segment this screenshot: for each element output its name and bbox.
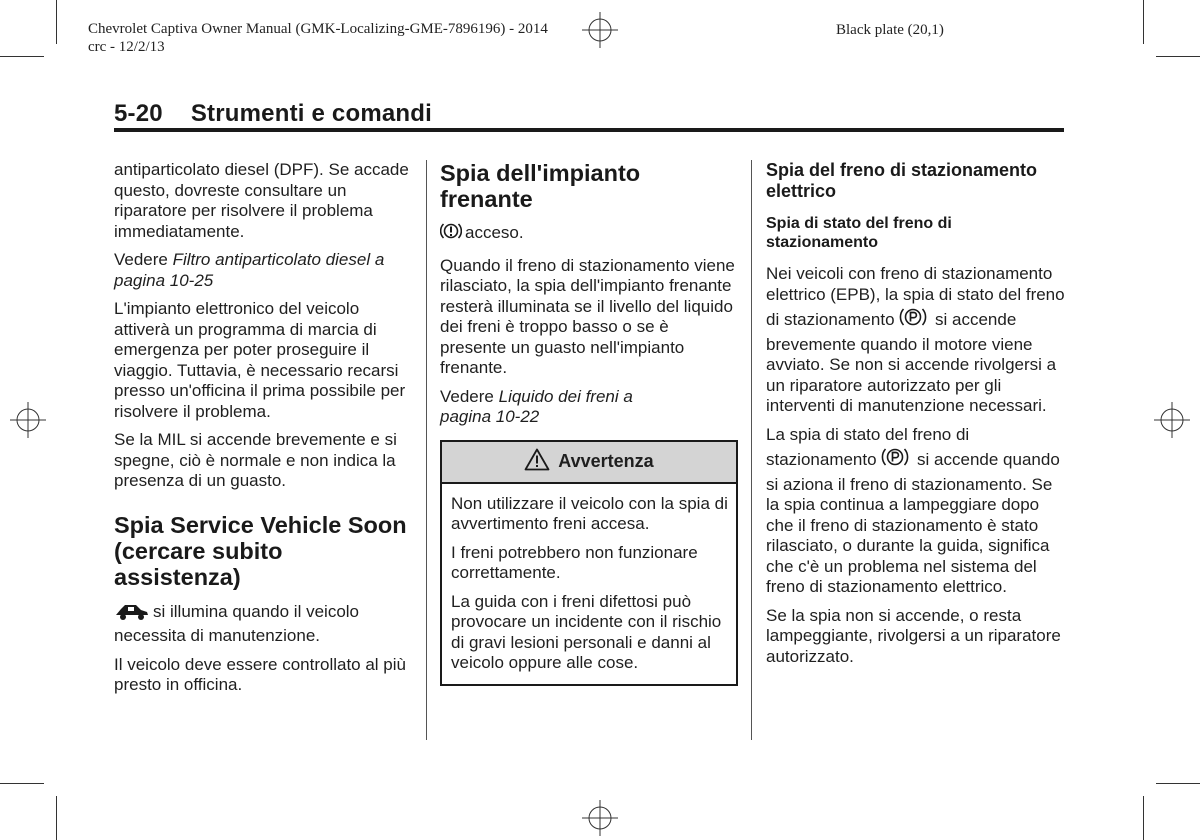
subheading-parking-brake-status: Spia di stato del freno di stazionamento <box>766 215 952 251</box>
paragraph: La guida con i freni difettosi può provocare un incidente con il rischio di gravi lesioni personali e danni al veicolo oppure alle cose. <box>451 591 722 672</box>
header-rule <box>114 128 1064 132</box>
paragraph: Il veicolo deve essere controllato al più presto in officina. <box>114 654 406 694</box>
paragraph: Quando il freno di stazionamento viene rilasciato, la spia dell'impianto frenante resterà illuminata se il livello del liquido dei freni è troppo basso o se è presente un guasto nell'impianto frenante. <box>440 255 735 377</box>
cross-reference-link[interactable]: pagina 10-22 <box>440 407 540 426</box>
paragraph: Se la MIL si accende brevemente e si spegne, ciò è normale e non indica la presenza di un guasto. <box>114 430 397 490</box>
see-prefix: Vedere <box>440 386 499 406</box>
warning-triangle-icon <box>524 448 550 476</box>
crop-mark <box>1143 0 1144 44</box>
paragraph: Se la spia non si accende, o resta lampeggiante, rivolgersi a un riparatore autorizzato. <box>766 605 1061 666</box>
print-header-line2: crc - 12/2/13 <box>88 39 165 55</box>
paragraph-text: si accende quando si aziona il freno di stazionamento. Se la spia continua a lampeggiare dopo che il freno di stazionamento è stato rilasciato, o durante la guida, significa che c'è un problema nel sistema del freno di stazionamento elettrico. <box>766 450 1060 596</box>
heading-brake-system: Spia dell'impianto frenante <box>440 160 641 212</box>
paragraph-text: si accende brevemente quando il motore viene avviato. Se non si accende rivolgersi a un riparatore autorizzato per gli interventi di manutenzione necessari. <box>766 310 1057 415</box>
column-2 <box>440 160 738 686</box>
section-header <box>114 100 432 128</box>
column-1 <box>114 160 410 704</box>
parking-brake-icon <box>899 305 927 335</box>
crop-mark <box>56 796 57 840</box>
crop-mark <box>0 56 44 57</box>
registration-mark-icon <box>1154 402 1190 438</box>
cross-reference-link[interactable]: Filtro antiparticolato diesel a pagina 10-25 <box>114 250 385 290</box>
cross-reference-link[interactable]: Liquido dei freni a <box>498 386 633 406</box>
paragraph-text: La spia di stato del freno di stazionamento <box>766 424 970 469</box>
paragraph: antiparticolato diesel (DPF). Se accade questo, dovreste consultare un riparatore per risolvere il problema immediatamente. <box>114 160 409 241</box>
heading-electric-parking-brake: Spia del freno di stazionamento elettrico <box>766 160 1038 201</box>
warning-title: Avvertenza <box>558 451 654 472</box>
warning-box <box>440 440 738 686</box>
warning-body <box>442 484 736 684</box>
column-divider <box>426 160 427 740</box>
paragraph-text: Nei veicoli con freno di stazionamento elettrico (EPB), la spia di stato del freno di stazionamento <box>766 264 1065 329</box>
see-prefix: Vedere <box>114 250 173 269</box>
registration-mark-icon <box>582 12 618 48</box>
paragraph <box>114 602 410 647</box>
page-number: 5-20 <box>114 100 163 127</box>
paragraph: I freni potrebbero non funzionare correttamente. <box>451 542 698 582</box>
crop-mark <box>1156 783 1200 784</box>
brake-warning-icon <box>440 220 462 248</box>
service-vehicle-icon <box>114 603 150 627</box>
heading-service-vehicle: Spia Service Vehicle Soon (cercare subito assistenza) <box>114 511 407 590</box>
print-header <box>88 20 548 56</box>
section-title: Strumenti e comandi <box>190 100 433 127</box>
paragraph <box>440 220 738 248</box>
registration-mark-icon <box>10 402 46 438</box>
paragraph: L'impianto elettronico del veicolo attiverà un programma di marcia di emergenza per poter proseguire il viaggio. Tuttavia, è necessario recarsi presso un'officina il prima possibile per risolvere il problema. <box>114 299 406 421</box>
parking-brake-icon <box>881 445 909 475</box>
registration-mark-icon <box>582 800 618 836</box>
plate-label: Black plate (20,1) <box>836 22 944 38</box>
print-header-line1: Chevrolet Captiva Owner Manual (GMK-Localizing-GME-7896196) - 2014 <box>88 21 548 37</box>
brake-status: acceso. <box>465 223 524 242</box>
crop-mark <box>56 0 57 44</box>
column-divider <box>751 160 752 740</box>
paragraph: Non utilizzare il veicolo con la spia di avvertimento freni accesa. <box>451 493 728 533</box>
paragraph <box>114 250 410 291</box>
crop-mark <box>0 783 44 784</box>
crop-mark <box>1156 56 1200 57</box>
paragraph <box>766 264 1066 417</box>
service-text: si illumina quando il veicolo necessita di manutenzione. <box>114 601 360 645</box>
paragraph <box>766 425 1066 598</box>
warning-header <box>442 442 736 484</box>
crop-mark <box>1143 796 1144 840</box>
paragraph <box>440 387 738 428</box>
column-3 <box>766 160 1066 675</box>
